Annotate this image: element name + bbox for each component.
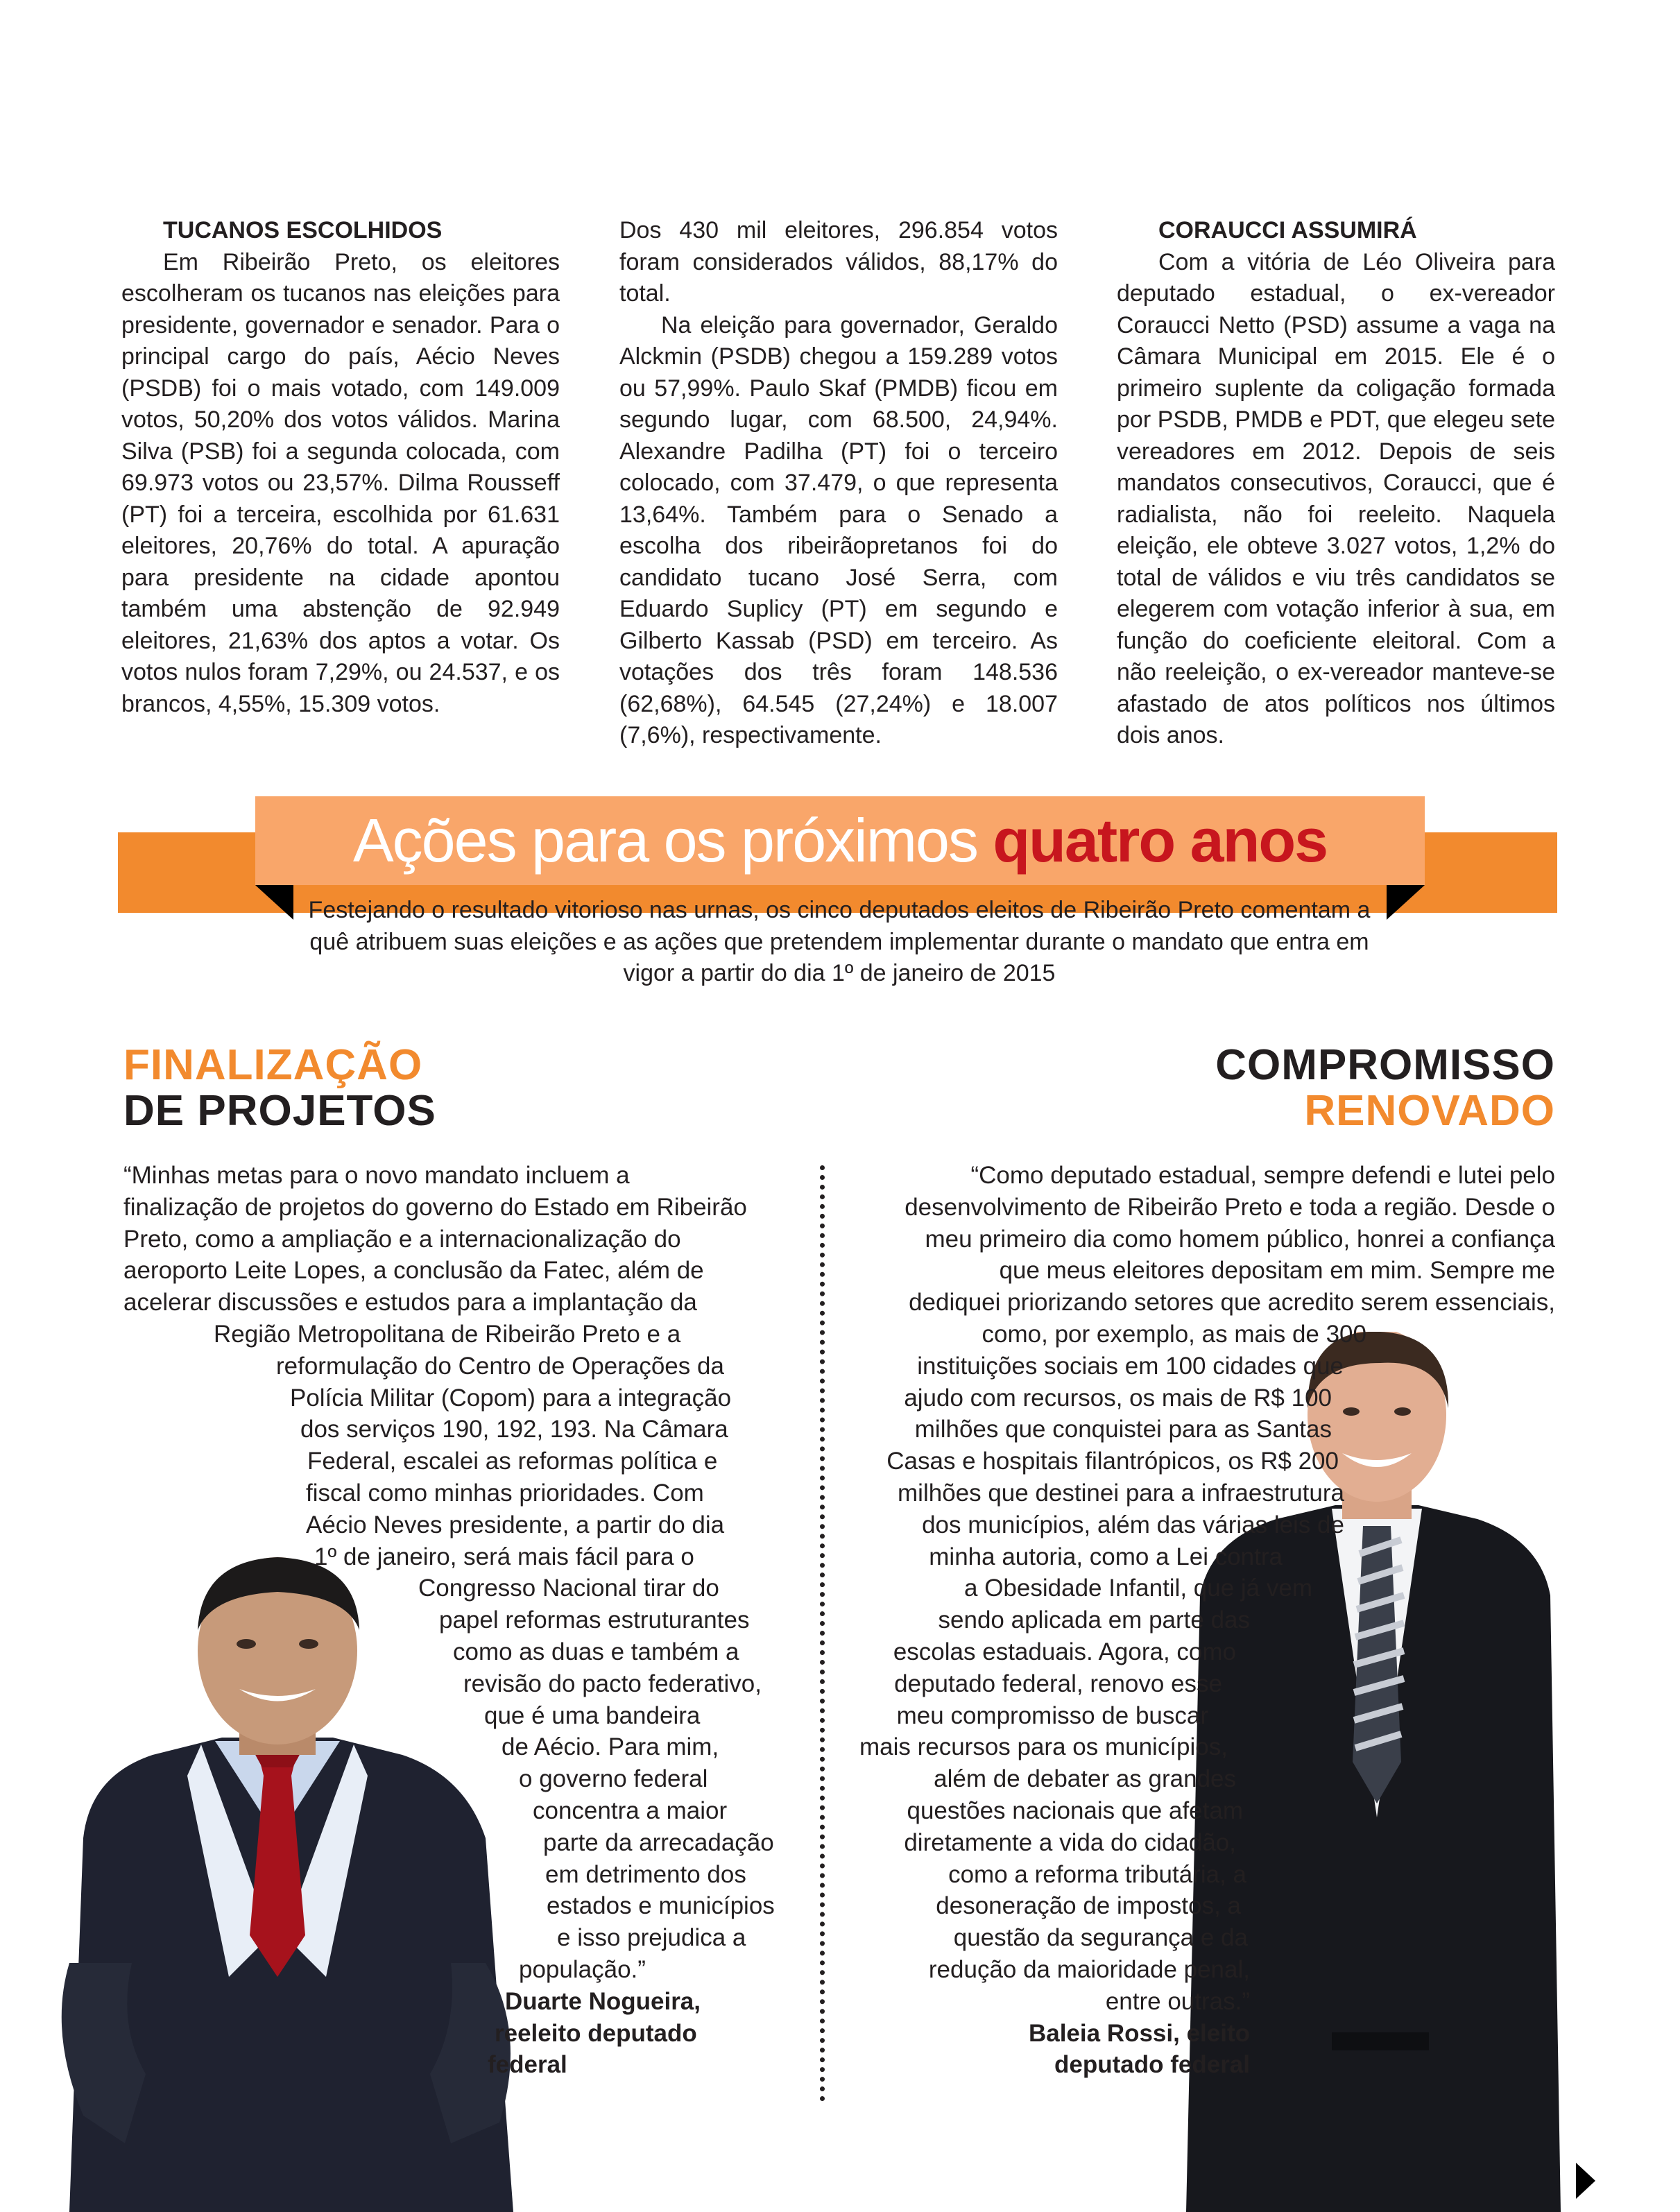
left-signature-line: Duarte Nogueira, [505, 1987, 701, 2015]
right-quote [818, 1160, 1555, 2081]
right-story-heading [1215, 1043, 1555, 1134]
right-heading-line-1: COMPROMISSO [1215, 1041, 1555, 1089]
column-1 [121, 215, 560, 720]
right-quote-line: dos municípios, além das várias leis de [922, 1511, 1344, 1538]
right-quote-line: meu compromisso de buscar [896, 1701, 1208, 1729]
left-quote-line: “Minhas metas para o novo mandato incluem a [123, 1162, 630, 1189]
banner-title-light: Ações para os próximos [352, 806, 977, 875]
column-2-paragraph-1: Dos 430 mil eleitores, 296.854 votos foram considerados válidos, 88,17% do total. [619, 217, 1058, 307]
left-quote-line: Congresso Nacional tirar do [418, 1575, 719, 1602]
left-quote-line: Aécio Neves presidente, a partir do dia [306, 1511, 725, 1538]
right-quote-line: dediquei priorizando setores que acredito serem essenciais, [909, 1289, 1555, 1317]
right-quote-line: escolas estaduais. Agora, como [893, 1638, 1236, 1665]
left-quote-line: dos serviços 190, 192, 193. Na Câmara [300, 1416, 728, 1443]
right-quote-line: desoneração de impostos, a [936, 1892, 1241, 1920]
right-quote-line: entre outras.” [1105, 1987, 1250, 2015]
column-1-paragraph: Em Ribeirão Preto, os eleitores escolheram os tucanos nas eleições para presidente, governador e senador. Para o principal cargo do país, Aécio Neves (PSDB) foi o mais votado, com 149.009 votos, 50,20% dos votos válidos. Marina Silva (PSB) foi a segunda colocada, com 69.973 votos ou 23,57%. Dilma Rousseff (PT) foi a terceira, escolhida por 61.631 eleitores, 20,76% do total. A apuração para presidente na cidade apontou também uma abstenção de 92.949 eleitores, 21,63% dos aptos a votar. Os votos nulos foram 7,29%, ou 24.537, e os brancos, 4,55%, 15.309 votos. [121, 248, 560, 717]
left-quote-line: Polícia Militar (Copom) para a integração [290, 1384, 732, 1412]
banner-title [255, 796, 1425, 885]
right-quote-line: ajudo com recursos, os mais de R$ 100 [904, 1384, 1332, 1412]
right-quote-line: além de debater as grandes [934, 1765, 1236, 1793]
left-quote-line: como as duas e também a [453, 1638, 739, 1665]
left-heading-line-1: FINALIZAÇÃO [123, 1041, 423, 1089]
banner-fold-left [255, 885, 293, 920]
column-3 [1117, 215, 1555, 752]
left-quote-line: em detrimento dos [545, 1860, 746, 1888]
left-quote-line: parte da arrecadação [543, 1828, 774, 1856]
right-quote-line: instituições sociais em 100 cidades que [917, 1352, 1344, 1380]
left-quote-line: o governo federal [519, 1765, 708, 1793]
left-quote-line: papel reformas estruturantes [439, 1606, 750, 1634]
right-quote-line: “Como deputado estadual, sempre defendi e lutei pelo [970, 1162, 1555, 1189]
right-quote-line: Casas e hospitais filantrópicos, os R$ 200 [886, 1448, 1339, 1475]
right-quote-line: questão da segurança e da [953, 1924, 1248, 1952]
left-quote-line: revisão do pacto federativo, [463, 1670, 762, 1697]
next-page-arrow-icon[interactable] [1576, 2163, 1595, 2199]
column-2-paragraph-2: Na eleição para governador, Geraldo Alckmin (PSDB) chegou a 159.289 votos ou 57,99%. Paulo Skaf (PMDB) ficou em segundo lugar, com 68.500, 24,94%. Alexandre Padilha (PT) foi o terceiro colocado, com 37.479, o que representa 13,64%. Também para o Senado a escolha dos ribeirãopretanos foi do candidato tucano José Serra, com Eduardo Suplicy (PT) em segundo e Gilberto Kassab (PSD) em terceiro. As votações dos três foram 148.536 (62,68%), 64.545 (27,24%) e 18.007 (7,6%), respectivamente. [619, 311, 1058, 748]
right-quote-line: milhões que destinei para a infraestrutura [898, 1479, 1344, 1507]
left-quote-line: reformulação do Centro de Operações da [276, 1352, 724, 1380]
right-quote-line: questões nacionais que afetam [907, 1797, 1243, 1824]
left-quote-line: de Aécio. Para mim, [502, 1733, 719, 1761]
left-quote-line: 1º de janeiro, será mais fácil para o [314, 1543, 694, 1570]
left-quote-line: Federal, escalei as reformas política e [307, 1448, 718, 1475]
right-signature-line: deputado federal [1054, 2051, 1250, 2079]
right-quote-line: como a reforma tributária, a [948, 1860, 1246, 1888]
column-2 [619, 215, 1058, 752]
left-quote-line: população.” [519, 1955, 646, 1983]
left-signature-line: reeleito deputado [495, 2019, 697, 2047]
left-quote-line: fiscal como minhas prioridades. Com [306, 1479, 704, 1507]
banner-fold-right [1387, 885, 1425, 920]
right-quote-line: mais recursos para os municípios, [859, 1733, 1228, 1761]
left-quote [123, 1160, 775, 2081]
right-quote-line: milhões que conquistei para as Santas [914, 1416, 1332, 1443]
right-quote-line: como, por exemplo, as mais de 300 [982, 1320, 1366, 1348]
right-quote-line: desenvolvimento de Ribeirão Preto e toda a região. Desde o [905, 1193, 1555, 1221]
right-quote-line: que meus eleitores depositam em mim. Sempre me [999, 1257, 1555, 1285]
column-3-paragraph: Com a vitória de Léo Oliveira para deputado estadual, o ex-vereador Coraucci Netto (PSD) assume a vaga na Câmara Municipal em 2015. Ele é o primeiro suplente da coligação formada por PSDB, PMDB e PDT, que elegeu sete vereadores em 2012. Depois de seis mandatos consecutivos, Coraucci, que é radialista, não foi reeleito. Naquela eleição, ele obteve 3.027 votos, 1,2% do total de válidos e viu três candidatos se elegerem com votação inferior à sua, em função do coeficiente eleitoral. Com a não reeleição, o ex-vereador manteve-se afastado de atos políticos nos últimos dois anos. [1117, 248, 1555, 748]
column-3-heading: CORAUCCI ASSUMIRÁ [1158, 217, 1417, 243]
banner-title-bold: quatro anos [993, 806, 1328, 875]
left-story-heading [123, 1043, 436, 1134]
left-quote-line: e isso prejudica a [557, 1924, 746, 1952]
column-1-heading: TUCANOS ESCOLHIDOS [163, 217, 443, 243]
right-quote-line: a Obesidade Infantil, que já vem [964, 1575, 1312, 1602]
right-quote-line: deputado federal, renovo esse [894, 1670, 1222, 1697]
right-quote-line: diretamente a vida do cidadão, [904, 1828, 1236, 1856]
banner [255, 796, 1425, 885]
left-quote-line: Preto, como a ampliação e a internacionalização do [123, 1225, 681, 1253]
right-quote-line: minha autoria, como a Lei contra [929, 1543, 1283, 1570]
left-quote-line: Região Metropolitana de Ribeirão Preto e a [214, 1320, 681, 1348]
left-quote-line: finalização de projetos do governo do Estado em Ribeirão [123, 1193, 747, 1221]
right-quote-line: redução da maioridade penal, [928, 1955, 1250, 1983]
right-quote-line: sendo aplicada em parte das [938, 1606, 1250, 1634]
right-quote-line: meu primeiro dia como homem público, honrei a confiança [925, 1225, 1555, 1253]
left-signature-line: federal [488, 2051, 567, 2079]
left-heading-line-2: DE PROJETOS [123, 1087, 436, 1135]
left-quote-line: aeroporto Leite Lopes, a conclusão da Fatec, além de [123, 1257, 704, 1285]
left-quote-line: estados e municípios [547, 1892, 775, 1920]
banner-intro: Festejando o resultado vitorioso nas urnas, os cinco deputados eleitos de Ribeirão Preto comentam a quê atribuem suas eleições e as ações que pretendem implementar durante o mandato que entra em vigor a partir do dia 1º de janeiro de 2015 [308, 897, 1371, 986]
left-quote-line: acelerar discussões e estudos para a implantação da [123, 1289, 697, 1317]
left-quote-line: concentra a maior [533, 1797, 728, 1824]
right-heading-line-2: RENOVADO [1304, 1087, 1555, 1135]
right-signature-line: Baleia Rossi, eleito [1028, 2019, 1250, 2047]
left-quote-line: que é uma bandeira [484, 1701, 701, 1729]
